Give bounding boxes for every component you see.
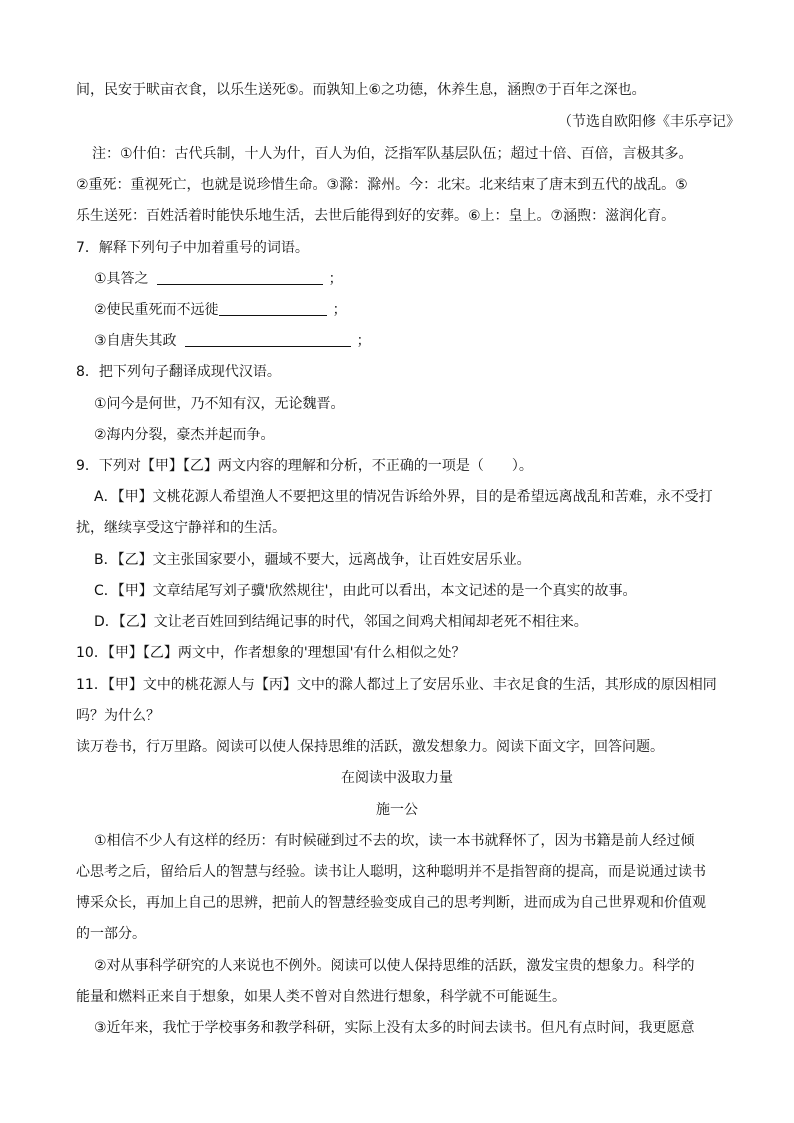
- question-7-item-2: [94, 300, 347, 320]
- question-9-option-d: D．【乙】文让老百姓回到结绳记事的时代，邻国之间鸡犬相闻却老死不相往来。: [94, 614, 588, 630]
- article-p2-line-2: 能量和燃料正来自于想象，如果人类不曾对自然进行想象，科学就不可能诞生。: [76, 989, 566, 1005]
- question-7-stem: 7．解释下列句子中加着重号的词语。: [76, 240, 309, 256]
- question-8-item-2: ②海内分裂，豪杰并起而争。: [94, 427, 275, 443]
- notes-line-3: 乐生送死：百姓活着时能快乐地生活，去世后能得到好的安葬。⑥上：皇上。⑦涵煦：滋润化育。: [76, 208, 676, 224]
- answer-blank[interactable]: [185, 332, 351, 347]
- question-7-item-3: [94, 331, 371, 351]
- question-9-option-a: A．【甲】文桃花源人希望渔人不要把这里的情况告诉给外界，目的是希望远离战乱和苦难，永不受打: [94, 489, 713, 505]
- answer-blank[interactable]: [157, 270, 323, 285]
- question-8-item-1: ①问今是何世，乃不知有汉，无论魏晋。: [94, 396, 345, 412]
- item-text: ③自唐失其政: [94, 333, 177, 349]
- article-p3-line-1: ③近年来，我忙于学校事务和教学科研，实际上没有太多的时间去读书。但凡有点时间，我更愿意: [94, 1020, 695, 1036]
- reading-intro: 读万卷书，行万里路。阅读可以使人保持思维的活跃，激发想象力。阅读下面文字，回答问题。: [76, 739, 664, 755]
- question-9-option-b: B．【乙】文主张国家要小，疆域不要大，远离战争，让百姓安居乐业。: [94, 552, 531, 568]
- item-text: ②使民重死而不远徙: [94, 302, 219, 318]
- question-10: 10．【甲】【乙】两文中，作者想象的'理想国'有什么相似之处？: [76, 645, 466, 661]
- question-9-stem: 9．下列对【甲】【乙】两文内容的理解和分析，不正确的一项是（ ）。: [76, 458, 533, 474]
- question-9-option-c: C．【甲】文章结尾写刘子骥'欣然规往'，由此可以看出，本文记述的是一个真实的故事。: [94, 583, 637, 599]
- answer-blank[interactable]: [219, 301, 327, 316]
- article-author: 施一公: [376, 802, 418, 818]
- question-11-line-2: 吗？为什么？: [76, 708, 160, 724]
- notes-line-2: ②重死：重视死亡，也就是说珍惜生命。③滁：滁州。今：北宋。北来结束了唐末到五代的战乱。⑤: [76, 177, 688, 193]
- passage-source: （节选自欧阳修《丰乐亭记》: [558, 114, 740, 130]
- notes-line-1: 注：①什伯：古代兵制，十人为什，百人为伯，泛指军队基层队伍；超过十倍、百倍，言极其多。: [92, 146, 693, 162]
- item-text: ①具答之: [94, 271, 149, 287]
- item-end: ；: [356, 333, 371, 349]
- article-p1-line-2: 心思考之后，留给后人的智慧与经验。读书让人聪明，这种聪明并不是指智商的提高，而是说通过读书: [76, 864, 706, 880]
- article-p1-line-4: 的一部分。: [76, 926, 146, 942]
- question-11-line-1: 11．【甲】文中的桃花源人与【丙】文中的滁人都过上了安居乐业、丰衣足食的生活，其形成的原因相同: [76, 677, 717, 693]
- article-p1-line-3: 博采众长，再加上自己的思辨，把前人的智慧经验变成自己的思考判断，进而成为自己世界观和价值观: [76, 895, 706, 911]
- question-8-stem: 8．把下列句子翻译成现代汉语。: [76, 364, 281, 380]
- article-p2-line-1: ②对从事科学研究的人来说也不例外。阅读可以使人保持思维的活跃，激发宝贵的想象力。科学的: [94, 958, 695, 974]
- question-7-item-1: [94, 269, 343, 289]
- item-end: ；: [328, 271, 343, 287]
- passage-line: 间，民安于畎亩衣食，以乐生送死⑤。而孰知上⑥之功德，休养生息，涵煦⑦于百年之深也。: [76, 82, 646, 98]
- question-9-option-a-cont: 扰，继续享受这宁静祥和的生活。: [76, 520, 286, 536]
- article-title: 在阅读中汲取力量: [341, 770, 453, 786]
- item-end: ；: [332, 302, 347, 318]
- article-p1-line-1: ①相信不少人有这样的经历：有时候碰到过不去的坎，读一本书就释怀了，因为书籍是前人经过倾: [94, 833, 695, 849]
